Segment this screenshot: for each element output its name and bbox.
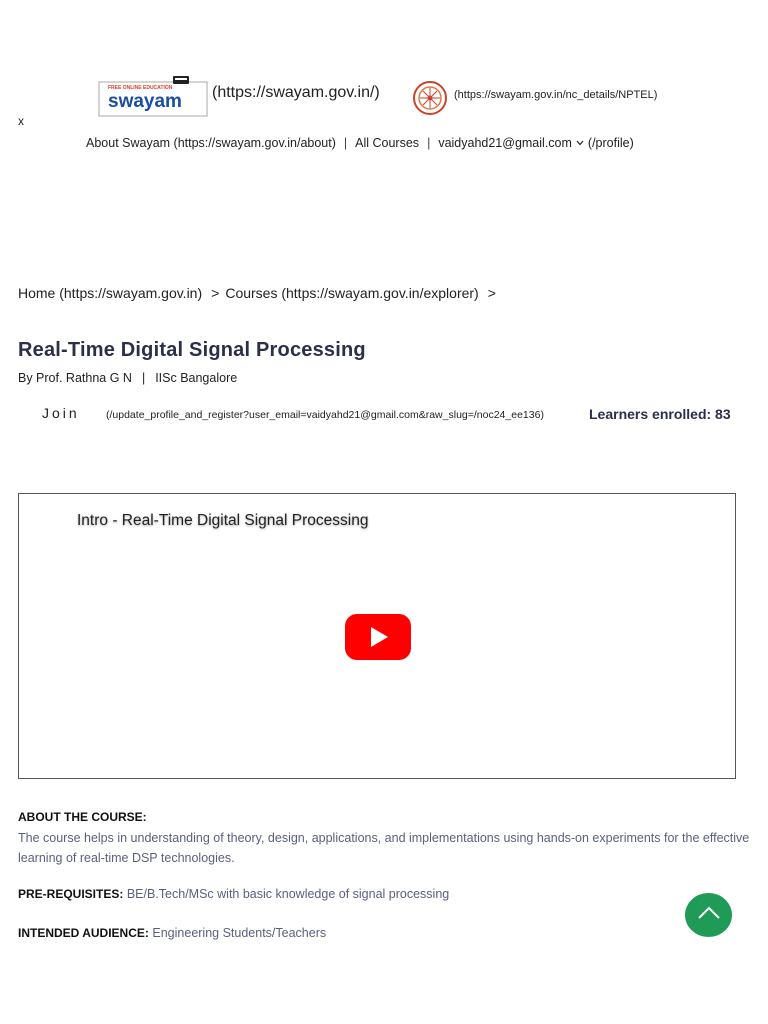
about-course-text: The course helps in understanding of theory, design, applications, and implementations using hands-on experiments for the effective learning of real-time DSP technologies. [18,831,750,865]
swayam-home-link[interactable]: (https://swayam.gov.in/) [212,84,380,101]
course-byline [18,371,237,385]
join-button[interactable]: Join [42,405,80,421]
profile-link[interactable]: (/profile) [587,136,634,150]
breadcrumb-home-link[interactable]: Home (https://swayam.gov.in) [18,285,203,301]
about-course-heading: ABOUT THE COURSE: [18,810,147,824]
prerequisites-value: BE/B.Tech/MSc with basic knowledge of signal processing [126,887,450,901]
intro-video-player[interactable] [18,493,736,779]
swayam-logo[interactable] [98,74,208,118]
about-swayam-link[interactable]: About Swayam (https://swayam.gov.in/about) [86,136,336,150]
chevron-up-icon [697,906,721,925]
scroll-to-top-button[interactable] [685,893,732,937]
top-navigation [86,136,634,150]
instructor-name: By Prof. Rathna G N [18,371,132,385]
video-title[interactable]: Intro - Real-Time Digital Signal Processing [77,512,369,529]
all-courses-link[interactable]: All Courses [355,136,420,150]
prerequisites-label: PRE-REQUISITES: [18,887,124,901]
youtube-play-icon[interactable] [345,614,411,660]
nptel-logo[interactable] [410,80,450,116]
learners-enrolled-count: Learners enrolled: 83 [589,406,731,422]
breadcrumb-separator: > [487,285,496,301]
breadcrumb [18,285,502,301]
intended-audience-value: Engineering Students/Teachers [152,926,327,940]
intended-audience-label: INTENDED AUDIENCE: [18,926,149,940]
nav-separator: | [427,136,431,150]
close-icon[interactable]: x [18,114,24,128]
institute-name: IISc Bangalore [155,371,238,385]
chevron-down-icon[interactable] [576,138,584,149]
prerequisites [18,887,449,901]
user-email-link[interactable]: vaidyahd21@gmail.com [438,136,572,150]
breadcrumb-separator: > [211,285,220,301]
swayam-logo-tagline: FREE ONLINE EDUCATION [108,85,173,91]
nav-separator: | [343,136,348,150]
join-link-url[interactable]: (/update_profile_and_register?user_email=vaidyahd21@gmail.com&raw_slug=/noc24_ee136) [106,409,544,421]
intended-audience [18,926,326,940]
breadcrumb-courses-link[interactable]: Courses (https://swayam.gov.in/explorer) [225,285,479,301]
byline-separator: | [141,371,146,385]
swayam-logo-text: swayam [108,91,182,112]
nptel-link[interactable]: (https://swayam.gov.in/nc_details/NPTEL) [454,89,658,101]
course-title: Real-Time Digital Signal Processing [18,339,366,361]
